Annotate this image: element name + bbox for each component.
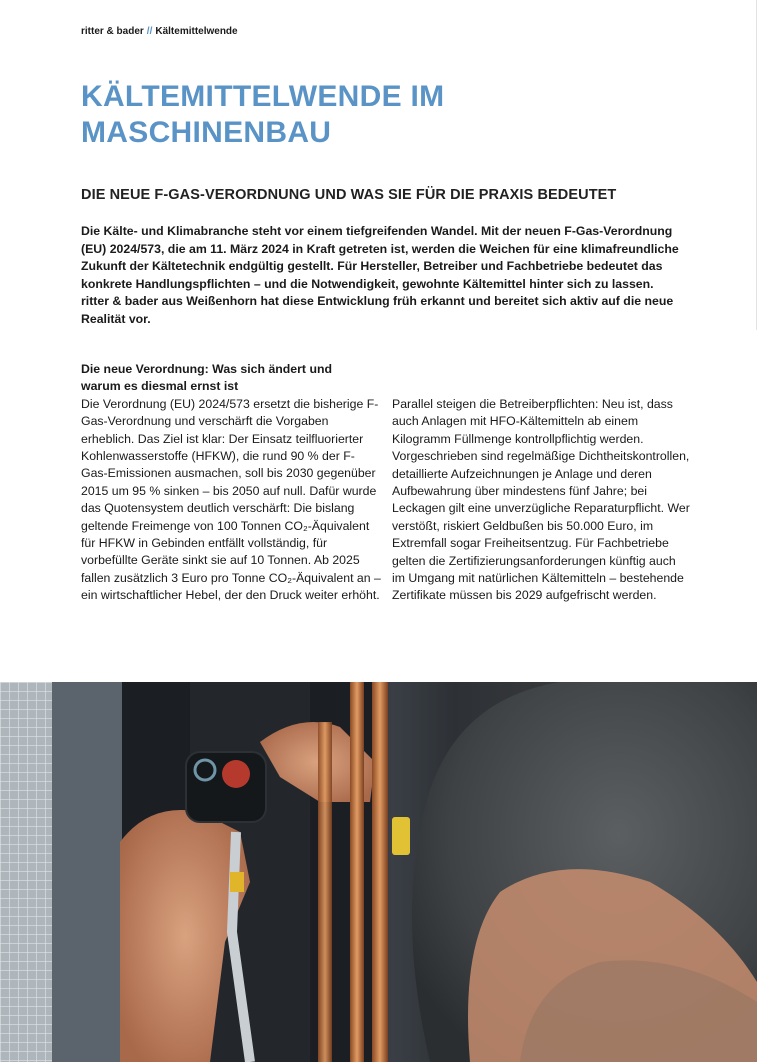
header-brand: ritter & bader [81, 26, 144, 37]
column-left [81, 361, 381, 605]
header-section: Kältemittelwende [155, 26, 238, 37]
header-separator: // [146, 26, 153, 37]
paragraph-right: Parallel steigen die Betreiberpflichten: Neu ist, dass auch Anlagen mit HFO-Kältemitteln ab einem Kilogramm Füllmenge kontrollpflichtig werden. Vorgeschrieben sind regelmäßige Dichtheitskontrollen, detaillierte Aufzeichnungen je Anlage und deren Aufbewahrung über mindestens fünf Jahre; bei Leckagen gilt eine unverzügliche Reparaturpflicht. Wer verstößt, riskiert Geldbußen bis 50.000 Euro, im Extremfall sogar Freiheitsentzug. Für Fachbetriebe gelten die Zertifizierungsanforderungen künftig auch im Umgang mit natürlichen Kältemitteln – bestehende Zertifikate müssen bis 2029 aufgefrischt werden. [392, 397, 690, 603]
running-header [81, 26, 238, 37]
paragraph-left: Die Verordnung (EU) 2024/573 ersetzt die bisherige F-Gas-Verordnung und verschärft die Vorgaben erheblich. Das Ziel ist klar: Der Einsatz teilfluorierter Kohlenwasserstoffe (HFKW), die rund 90 % der F-Gas-Emissionen ausmachen, soll bis 2030 gegenüber 2015 um 95 % sinken – bis 2050 auf null. Dafür wurde das Quotensystem deutlich verschärft: Die bislang geltende Freimenge von 100 Tonnen CO₂-Äquivalent für HFKW in Gebinden entfällt vollständig, für vorbefüllte Geräte sinkt sie auf 10 Tonnen. Ab 2025 fallen zusätzlich 3 Euro pro Tonne CO₂-Äquivalent an – ein wirtschaftlicher Hebel, der den Druck weiter erhöht. [81, 396, 381, 603]
article-lead: Die Kälte- und Klimabranche steht vor einem tiefgreifenden Wandel. Mit der neuen F-Gas-Verordnung (EU) 2024/573, die am 11. März 2024 in Kraft getreten ist, werden die Weichen für eine klimafreundliche Zukunft der Kältetechnik endgültig gestellt. Für Hersteller, Betreiber und Fachbetriebe bedeutet das konkrete Handlungspflichten – und die Notwendigkeit, gewohnte Kältemittel hinter sich zu lassen. ritter & bader aus Weißenhorn hat diese Entwicklung früh erkannt und bereitet sich aktiv auf die neue Realität vor. [81, 224, 679, 326]
section-heading: Die neue Verordnung: Was sich ändert und warum es diesmal ernst ist [81, 362, 332, 394]
technician-photo [0, 682, 757, 1062]
photo-illustration [0, 682, 757, 1062]
article-title: KÄLTEMITTELWENDE IM MASCHINENBAU [81, 80, 445, 149]
column-right [392, 396, 692, 605]
article-subtitle: DIE NEUE F-GAS-VERORDNUNG UND WAS SIE FÜR DIE PRAXIS BEDEUTET [81, 187, 617, 203]
